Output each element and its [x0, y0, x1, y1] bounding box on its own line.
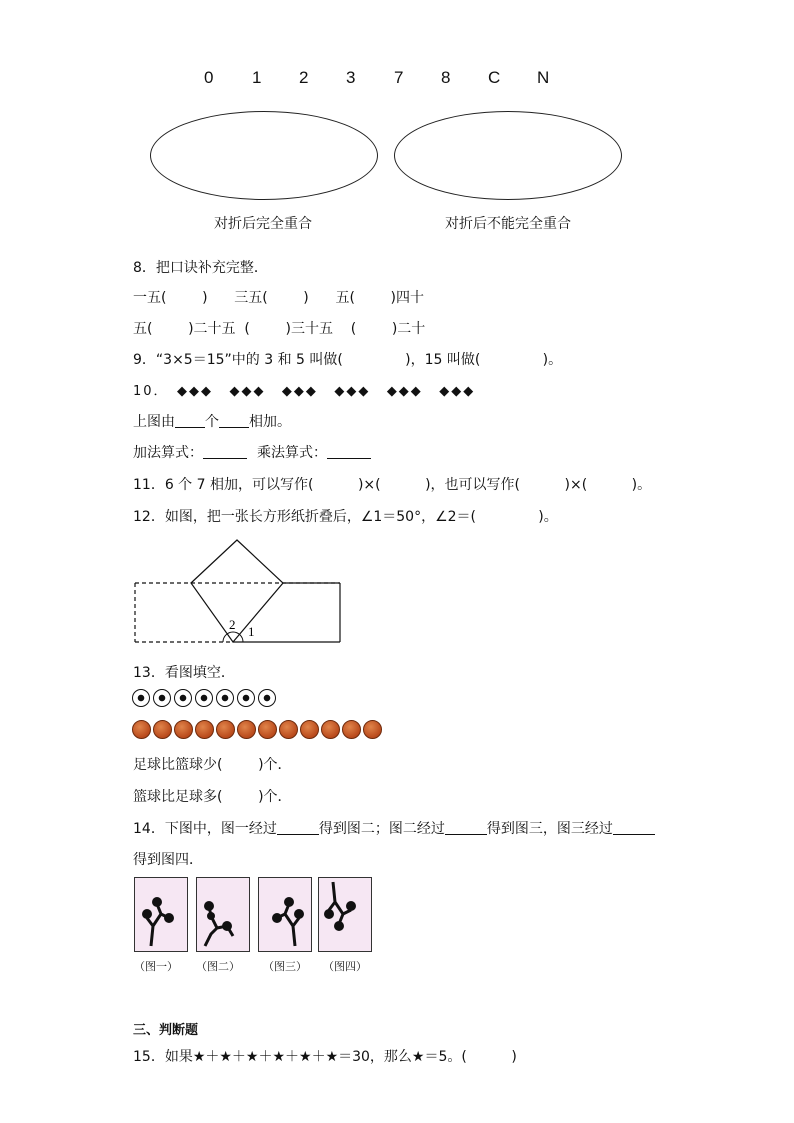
answer-blank[interactable]	[613, 820, 655, 835]
q14-text: 14．下图中，图一经过	[133, 821, 277, 837]
diamond-group: ◆◆◆	[439, 384, 476, 399]
basketball-icon	[153, 720, 172, 739]
basketball-icon	[195, 720, 214, 739]
q9-text: 9．“3×5＝15”中的 3 和 5 叫做( )，15 叫做( )。	[133, 352, 563, 368]
q13-line1: 足球比篮球少( )个．	[133, 757, 292, 773]
q15-text: 15．如果★＋★＋★＋★＋★＋★＝30，那么★＝5。( )	[133, 1049, 517, 1065]
soccer-ball-icon	[153, 689, 171, 707]
angle-2-label: 2	[229, 617, 236, 632]
figure-2	[196, 877, 250, 952]
q10-text: 加法算式：	[133, 445, 203, 461]
plum-branch-icon	[259, 878, 311, 951]
basketball-icon	[132, 720, 151, 739]
answer-blank[interactable]	[445, 820, 487, 835]
soccer-ball-icon	[174, 689, 192, 707]
answer-blank[interactable]	[277, 820, 319, 835]
q11-text: 11．6 个 7 相加，可以写作( )×( )，也可以写作( )×( )。	[133, 477, 652, 493]
q14-text: 得到图三，图三经过	[486, 821, 613, 837]
soccer-ball-row	[132, 689, 279, 707]
basketball-icon	[321, 720, 340, 739]
answer-blank[interactable]	[327, 444, 371, 459]
q12-text: 12．如图，把一张长方形纸折叠后，∠1＝50°，∠2＝( )。	[133, 509, 558, 525]
q10-line1	[133, 411, 291, 431]
symbol: 3	[346, 68, 356, 87]
basketball-icon	[342, 720, 361, 739]
basketball-icon	[300, 720, 319, 739]
symbol: 8	[441, 68, 451, 87]
q10-text: 上图由	[133, 414, 175, 430]
symbol: C	[488, 68, 501, 87]
section-3-title: 三、判断题	[133, 1023, 199, 1038]
folded-rectangle-figure	[130, 536, 346, 648]
diamond-group: ◆◆◆	[386, 384, 423, 399]
answer-blank[interactable]	[219, 413, 249, 428]
ellipse-symmetric	[150, 111, 378, 200]
ellipse-label-left: 对折后完全重合	[214, 216, 312, 232]
figure-3	[258, 877, 312, 952]
plum-branch-icon	[319, 878, 371, 951]
angle-1-label: 1	[248, 624, 255, 639]
basketball-icon	[363, 720, 382, 739]
plum-branch-icon	[135, 878, 187, 951]
q8-line1: 一五( ) 三五( ) 五( )四十	[133, 290, 424, 306]
q10-text: 个	[205, 414, 219, 430]
soccer-ball-icon	[216, 689, 234, 707]
figure-1	[134, 877, 188, 952]
basketball-row	[132, 720, 384, 739]
soccer-ball-icon	[132, 689, 150, 707]
answer-blank[interactable]	[203, 444, 247, 459]
q8-title: 8．把口诀补充完整．	[133, 260, 268, 276]
symbol: 0	[204, 68, 214, 87]
q10-text: 乘法算式：	[257, 445, 327, 461]
folded-flap	[191, 540, 283, 642]
q8-line2: 五( )二十五 ( )三十五 ( )二十	[133, 321, 426, 337]
diamond-group: ◆◆◆	[177, 384, 213, 399]
figure-4	[318, 877, 372, 952]
basketball-icon	[279, 720, 298, 739]
soccer-ball-icon	[195, 689, 213, 707]
figure-2-label: （图二）	[196, 960, 240, 973]
plum-branch-icon	[197, 878, 249, 951]
q10-prefix: 10．	[133, 384, 169, 399]
diamond-group: ◆◆◆	[334, 384, 371, 399]
basketball-icon	[174, 720, 193, 739]
figure-1-label: （图一）	[134, 960, 178, 973]
ellipse-label-right: 对折后不能完全重合	[445, 216, 571, 232]
q10-line2	[133, 442, 371, 462]
figure-3-label: （图三）	[263, 960, 307, 973]
q13-title: 13．看图填空．	[133, 665, 235, 681]
diamond-group: ◆◆◆	[229, 384, 266, 399]
basketball-icon	[237, 720, 256, 739]
ellipse-not-symmetric	[394, 111, 622, 200]
q14-line2: 得到图四．	[133, 852, 203, 868]
q10-text: 相加。	[249, 414, 291, 430]
q10-diamonds	[133, 380, 487, 399]
q13-line2: 篮球比足球多( )个．	[133, 789, 292, 805]
soccer-ball-icon	[237, 689, 255, 707]
basketball-icon	[258, 720, 277, 739]
diamond-group: ◆◆◆	[281, 384, 318, 399]
answer-blank[interactable]	[175, 413, 205, 428]
q14-line1	[133, 818, 655, 838]
symbol: 7	[394, 68, 404, 87]
symbol: 2	[299, 68, 309, 87]
symbol: 1	[252, 68, 262, 87]
soccer-ball-icon	[258, 689, 276, 707]
figure-4-label: （图四）	[323, 960, 367, 973]
symbol: N	[537, 68, 550, 87]
q14-text: 得到图二；图二经过	[318, 821, 445, 837]
basketball-icon	[216, 720, 235, 739]
